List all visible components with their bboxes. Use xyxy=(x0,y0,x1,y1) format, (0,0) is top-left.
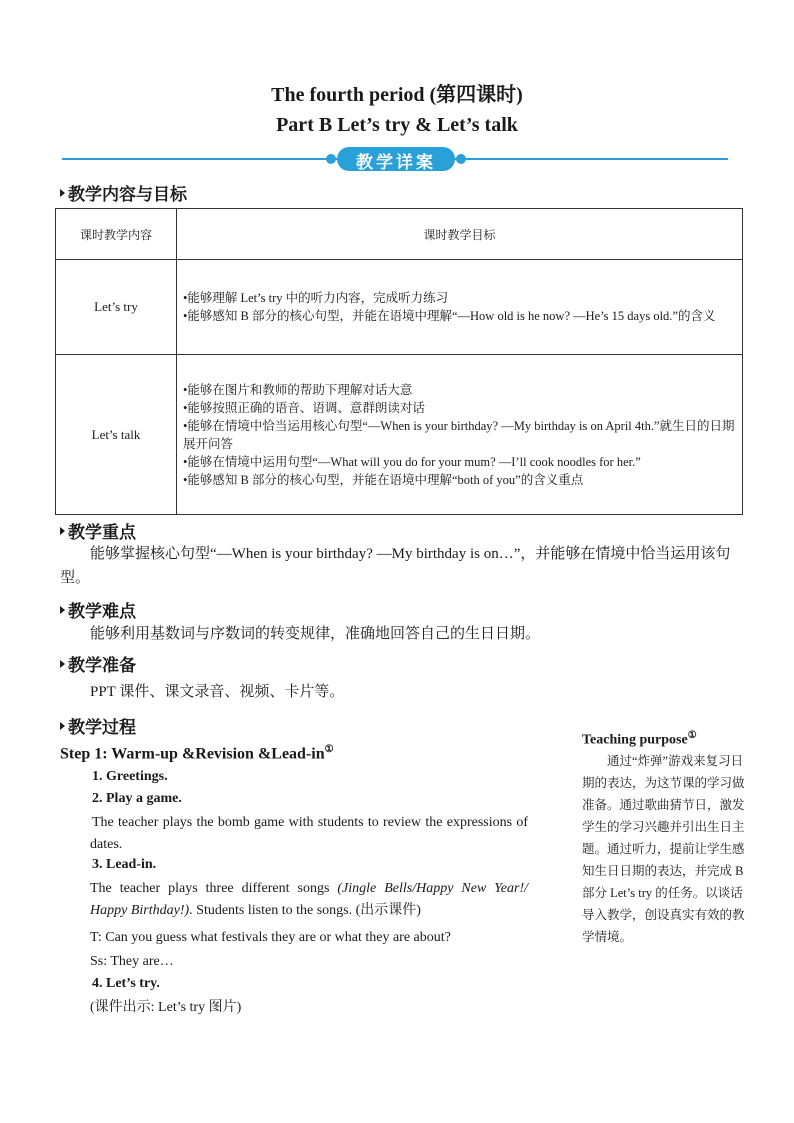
item-body-text: The teacher plays three different songs xyxy=(90,881,338,896)
goal-item: •能够理解 Let’s try 中的听力内容，完成听力练习 xyxy=(183,291,449,305)
dialog-teacher: T: Can you guess what festivals they are or what they are about? xyxy=(90,930,451,945)
footnote-mark: ① xyxy=(324,744,334,755)
goal-item: •能够感知 B 部分的核心句型，并能在语境中理解“both of you”的含义重点 xyxy=(183,472,584,487)
banner-label: 教学详案 xyxy=(356,153,436,173)
triangle-icon xyxy=(60,722,65,730)
goal-item: •能够在图片和教师的帮助下理解对话大意 xyxy=(183,382,413,397)
section-key-points xyxy=(60,518,136,543)
section-label: 教学内容与目标 xyxy=(68,185,187,205)
banner-badge xyxy=(323,145,469,173)
section-label: 教学难点 xyxy=(68,602,136,622)
page-title: The fourth period (第四课时) xyxy=(271,84,523,106)
step1-title xyxy=(60,744,334,763)
table-row-goals xyxy=(177,260,743,355)
side-note-title xyxy=(582,730,697,749)
table-header-left: 课时教学内容 xyxy=(56,209,177,260)
dialog-students: Ss: They are… xyxy=(90,954,174,969)
item-body-text: . Students listen to the songs. (出示课件) xyxy=(189,903,421,918)
section-label: 教学重点 xyxy=(68,523,136,543)
item-body: (课件出示: Let’s try 图片) xyxy=(90,1000,242,1015)
goal-item: •能够在情境中恰当运用核心句型“—When is your birthday? —My birthday is on April 4th.”就生日的日期展开问答 xyxy=(183,418,735,451)
table-row xyxy=(56,355,743,515)
item-body: The teacher plays the bomb game with students to review the expressions of dates. xyxy=(90,815,528,852)
step1-title-text: Step 1: Warm-up &Revision &Lead-in xyxy=(60,745,325,763)
table-row-goals xyxy=(177,355,743,515)
section-process xyxy=(60,713,136,738)
song-titles: (Jingle Bells/Happy New Year!/ Happy Birthday!) xyxy=(90,881,528,918)
page-subtitle: Part B Let’s try & Let’s talk xyxy=(276,114,518,136)
table-header-row xyxy=(56,209,743,260)
section-label: 教学过程 xyxy=(68,718,136,738)
section-difficulties xyxy=(60,597,136,622)
item-heading: 3. Lead-in. xyxy=(92,857,157,872)
item-body xyxy=(90,878,528,922)
triangle-icon xyxy=(60,606,65,614)
section-content-goals xyxy=(60,180,187,205)
side-note-body: 通过“炸弹”游戏来复习日期的表达，为这节课的学习做准备。通过歌曲猜节日，激发学生的学习兴趣并引出生日主题。通过听力，提前让学生感知生日日期的表达，并完成 B 部分 Let’s try 的任务。以谈话导入教学，创设真实有效的教学情境。 xyxy=(582,754,745,944)
table-row xyxy=(56,260,743,355)
triangle-icon xyxy=(60,660,65,668)
table-header-right: 课时教学目标 xyxy=(177,209,743,260)
side-note-title-text: Teaching purpose xyxy=(582,732,688,748)
key-points-text: 能够掌握核心句型“—When is your birthday? —My birthday is on…”，并能够在情境中恰当运用该句型。 xyxy=(60,546,731,586)
section-preparation xyxy=(60,651,136,676)
goal-item: •能够感知 B 部分的核心句型，并能在语境中理解“—How old is he now? —He’s 15 days old.”的含义 xyxy=(183,309,716,323)
preparation-text: PPT 课件、课文录音、视频、卡片等。 xyxy=(90,684,345,700)
section-label: 教学准备 xyxy=(68,656,136,676)
goal-item: •能够在情境中运用句型“—What will you do for your mum? —I’ll cook noodles for her.” xyxy=(183,454,641,469)
triangle-icon xyxy=(60,189,65,197)
item-heading: 4. Let’s try. xyxy=(92,976,160,991)
triangle-icon xyxy=(60,527,65,535)
goal-item: •能够按照正确的语音、语调、意群朗读对话 xyxy=(183,400,425,415)
item-heading: 1. Greetings. xyxy=(92,769,168,784)
item-heading: 2. Play a game. xyxy=(92,791,182,806)
difficulties-text: 能够利用基数词与序数词的转变规律，准确地回答自己的生日日期。 xyxy=(90,626,541,642)
table-row-label: Let’s try xyxy=(56,260,177,355)
footnote-mark: ① xyxy=(687,730,697,741)
objectives-table xyxy=(55,208,743,515)
table-row-label: Let’s talk xyxy=(56,355,177,515)
